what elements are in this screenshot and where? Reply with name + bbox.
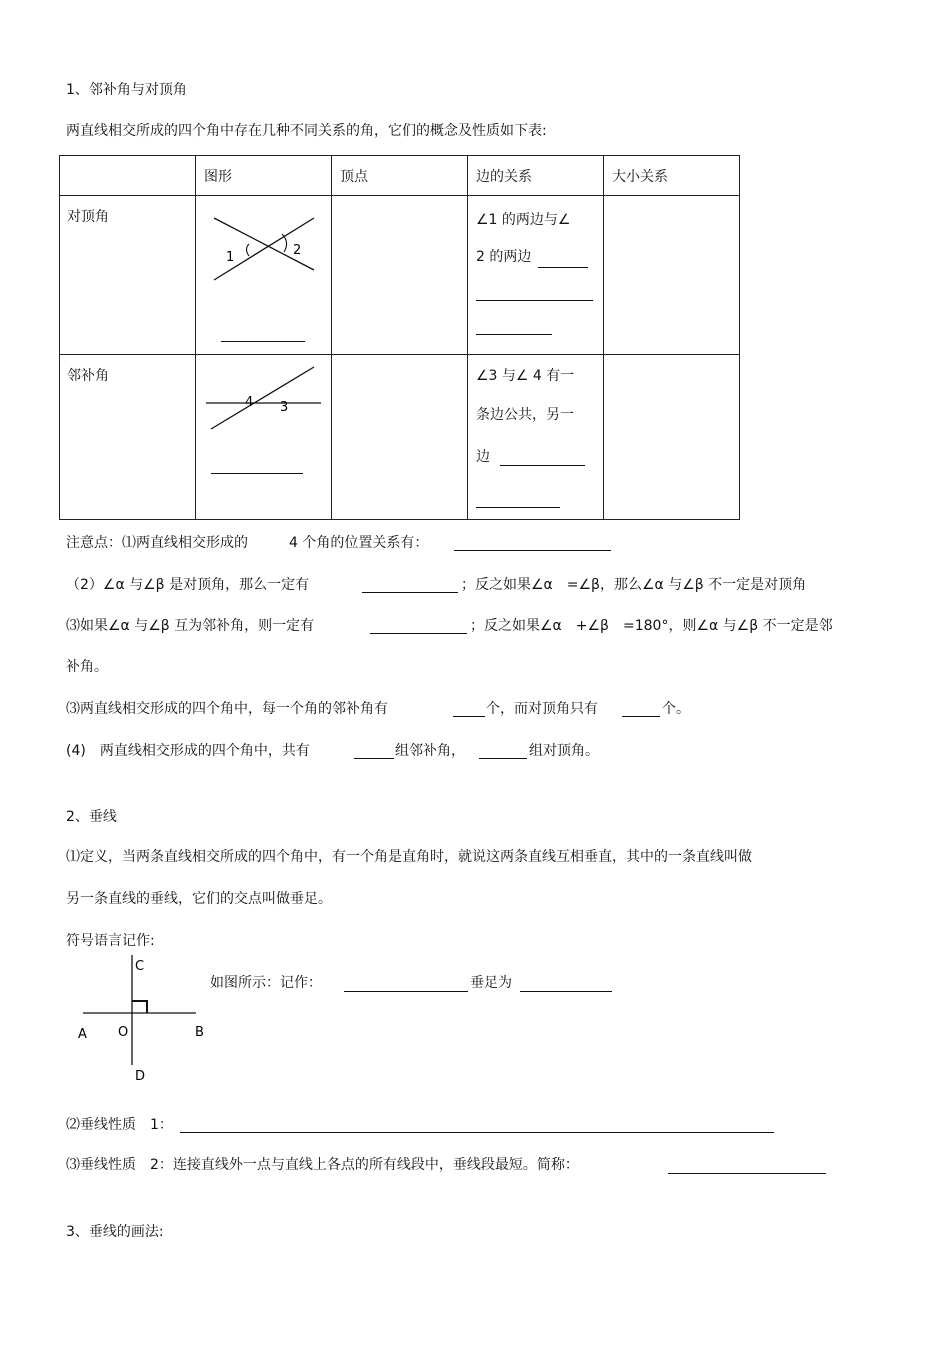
section3-heading: 3、垂线的画法: [66, 1224, 164, 1240]
section1-heading: 1、邻补角与对顶角 [66, 82, 187, 98]
adjacent-vertex-cell [332, 355, 468, 520]
angle-label-1: 1 [226, 250, 235, 265]
adjacent-edge-blank-1[interactable] [500, 465, 585, 466]
symbol-language-label: 符号语言记作: [66, 933, 155, 949]
vertical-vertex-cell [332, 196, 468, 355]
vertical-edge-blank-1[interactable] [538, 267, 588, 268]
property-2-blank[interactable] [668, 1173, 826, 1174]
header-vertex: 顶点 [332, 156, 468, 196]
note-5-blank-2[interactable] [479, 758, 527, 759]
point-label-d: D [135, 1069, 146, 1084]
note-1-blank[interactable] [454, 550, 611, 551]
note-2-blank[interactable] [362, 592, 458, 593]
note-3-prefix: ⑶如果∠α 与∠β 互为邻补角，则一定有 [66, 618, 315, 634]
header-figure: 图形 [196, 156, 332, 196]
perpendicular-diagram [70, 950, 230, 1090]
table-row [60, 196, 740, 355]
point-label-o: O [118, 1025, 129, 1040]
perpendicular-property-2: ⑶垂线性质 2：连接直线外一点与直线上各点的所有线段中，垂线段最短。简称： [66, 1157, 579, 1173]
adjacent-size-cell [604, 355, 740, 520]
header-edge-relation: 边的关系 [468, 156, 604, 196]
table-row [60, 355, 740, 520]
perpendicular-property-1: ⑵垂线性质 1： [66, 1117, 173, 1133]
section1-intro: 两直线相交所成的四个角中存在几种不同关系的角，它们的概念及性质如下表: [66, 123, 547, 139]
angle-label-3: 3 [280, 400, 289, 415]
note-5-suffix: 组对顶角。 [529, 743, 599, 759]
adjacent-edge-blank-2[interactable] [476, 507, 560, 508]
note-4-blank-2[interactable] [622, 716, 660, 717]
note-1-text: 4 个角的位置关系有： [289, 535, 429, 551]
angle-relations-table [59, 155, 740, 520]
angle-label-4: 4 [245, 395, 254, 410]
perpendicular-definition-1: ⑴定义，当两条直线相交所成的四个角中，有一个角是直角时，就说这两条直线互相垂直，其中的一条直线叫做 [66, 849, 752, 865]
note-4-prefix: ⑶两直线相交形成的四个角中，每一个角的邻补角有 [66, 701, 388, 717]
note-5-prefix: (4) 两直线相交形成的四个角中，共有 [66, 743, 310, 759]
point-label-c: C [135, 959, 145, 974]
angle-label-2: 2 [293, 243, 302, 258]
property-1-blank[interactable] [180, 1132, 774, 1133]
note-5-middle: 组邻补角， [395, 743, 465, 759]
point-label-a: A [78, 1027, 87, 1042]
header-size-relation: 大小关系 [604, 156, 740, 196]
note-4-blank-1[interactable] [453, 716, 485, 717]
vertical-angles-figure-cell [196, 196, 332, 355]
figure-notation-label: 如图所示：记作： [210, 975, 322, 991]
point-label-b: B [195, 1025, 204, 1040]
foot-label: 垂足为 [470, 975, 512, 991]
note-3-blank[interactable] [370, 633, 467, 634]
note-3-suffix: ；反之如果∠α +∠β =180°，则∠α 与∠β 不一定是邻 [470, 618, 833, 634]
row-name-vertical-angles: 对顶角 [60, 196, 196, 355]
note-2-prefix: （2）∠α 与∠β 是对顶角，那么一定有 [66, 577, 310, 593]
adjacent-figure-blank[interactable] [211, 473, 303, 474]
note-4-middle: 个，而对顶角只有 [486, 701, 598, 717]
section2-heading: 2、垂线 [66, 809, 117, 825]
vertical-size-cell [604, 196, 740, 355]
vertical-edge-blank-3[interactable] [476, 334, 552, 335]
note-3-continued: 补角。 [66, 659, 108, 675]
vertical-angles-diagram [196, 196, 332, 355]
adjacent-edge-cell: ∠3 与∠ 4 有一 条边公共，另一 边 [468, 355, 604, 520]
note-4-suffix: 个。 [662, 701, 690, 717]
adjacent-angles-figure-cell [196, 355, 332, 520]
notation-blank[interactable] [344, 991, 468, 992]
note-5-blank-1[interactable] [354, 758, 394, 759]
table-header-row [60, 156, 740, 196]
row-name-adjacent-angles: 邻补角 [60, 355, 196, 520]
vertical-edge-cell: ∠1 的两边与∠ 2 的两边 [468, 196, 604, 355]
vertical-edge-blank-2[interactable] [476, 300, 593, 301]
vertical-figure-blank[interactable] [221, 341, 305, 342]
adjacent-angles-diagram [196, 355, 332, 520]
foot-blank[interactable] [520, 991, 612, 992]
header-empty [60, 156, 196, 196]
perpendicular-definition-2: 另一条直线的垂线，它们的交点叫做垂足。 [66, 891, 332, 907]
note-2-suffix: ；反之如果∠α =∠β，那么∠α 与∠β 不一定是对顶角 [461, 577, 807, 593]
note-1-prefix: 注意点：⑴两直线相交形成的 [66, 535, 248, 551]
